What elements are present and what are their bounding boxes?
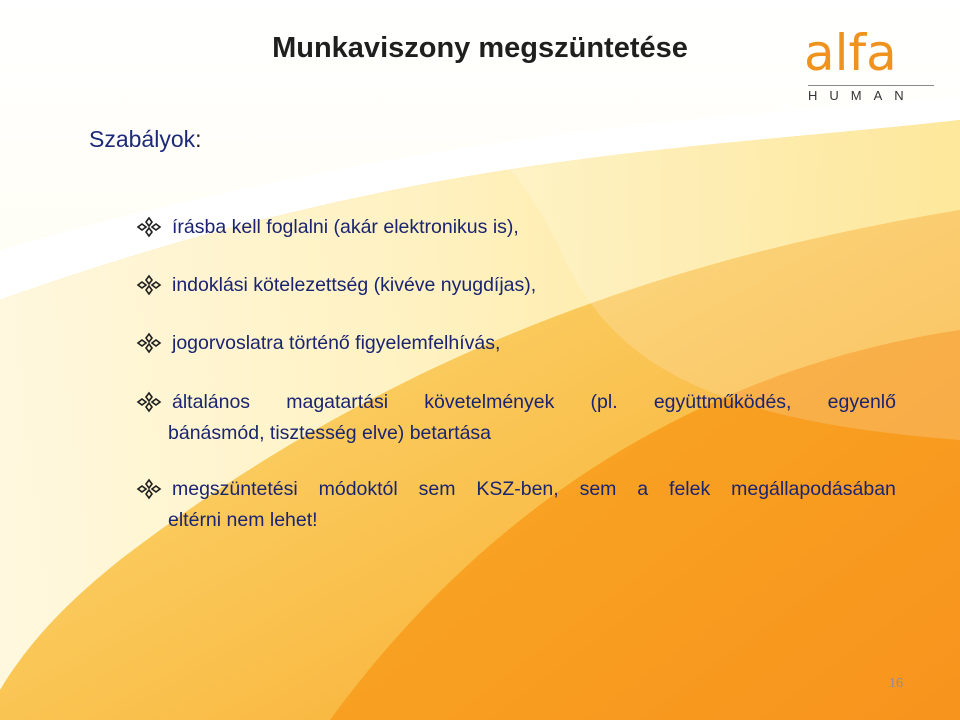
diamond-bullet-icon: [136, 387, 162, 417]
diamond-bullet-icon: [136, 474, 162, 504]
bullet-word: módoktól: [318, 478, 398, 500]
bullet-word: (pl.: [590, 391, 618, 413]
logo-subtitle: HUMAN: [808, 88, 916, 103]
alfa-human-logo: [800, 24, 940, 106]
page-number: 16: [889, 676, 903, 691]
bullet-word: egyenlő: [827, 391, 896, 413]
bullet-word: megszüntetési: [172, 478, 298, 500]
bullet-word: megállapodásában: [731, 478, 896, 500]
bullet-word: sem: [418, 478, 456, 500]
bullet-word: magatartási: [286, 391, 389, 413]
bullet-word: általános: [172, 391, 251, 413]
bullet-text: indoklási kötelezettség (kivéve nyugdíjas),: [172, 274, 537, 296]
diamond-bullet-icon: [136, 270, 162, 300]
bullet-word: követelmények: [424, 391, 555, 413]
slide-title: Munkaviszony megszüntetése: [272, 32, 688, 64]
bullet-word: KSZ-ben,: [476, 478, 559, 500]
bullet-word: felek: [669, 478, 711, 500]
diamond-bullet-icon: [136, 212, 162, 242]
logo-wordmark: alfa: [804, 24, 897, 82]
bullet-text: írásba kell foglalni (akár elektronikus is),: [172, 216, 519, 238]
bullet-text-line2: eltérni nem lehet!: [168, 509, 318, 531]
bullet-text-line1: [172, 387, 896, 417]
bullet-text-line1: [172, 474, 896, 504]
rules-heading-text: Szabályok: [89, 126, 196, 152]
rules-heading-colon: :: [195, 126, 202, 152]
bullet-text: jogorvoslatra történő figyelemfelhívás,: [172, 332, 501, 354]
diamond-bullet-icon: [136, 328, 162, 358]
bullet-word: együttműködés,: [653, 391, 792, 413]
rules-heading: [89, 126, 202, 153]
bullet-text-line2: bánásmód, tisztesség elve) betartása: [168, 422, 492, 444]
bullet-word: a: [637, 478, 649, 500]
logo-divider: [808, 85, 934, 86]
bullet-word: sem: [579, 478, 617, 500]
